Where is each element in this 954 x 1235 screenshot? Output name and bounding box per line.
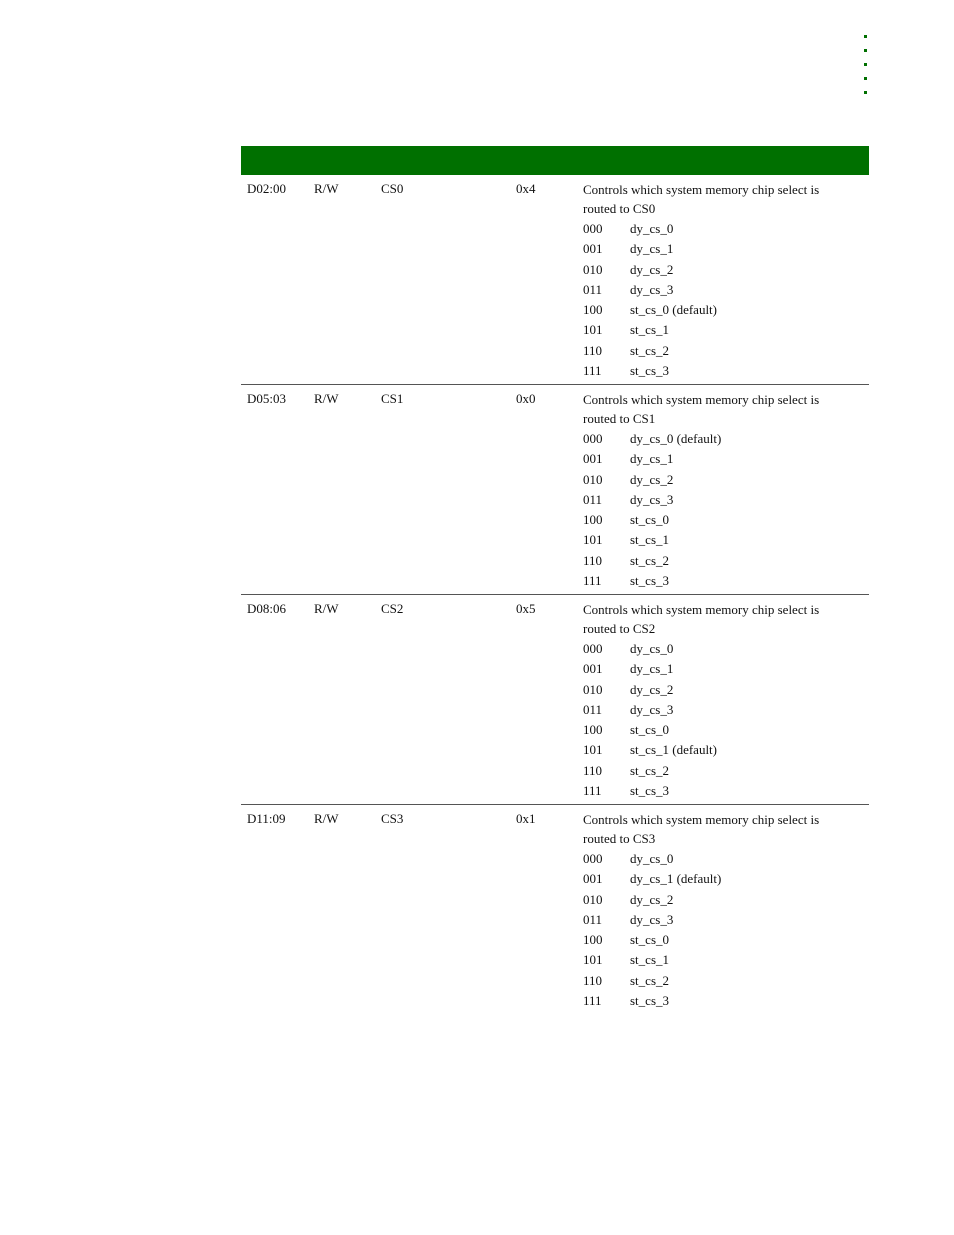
option-code: 100 xyxy=(583,932,603,948)
reset-value-cell: 0x1 xyxy=(516,811,536,826)
option-code: 101 xyxy=(583,532,603,548)
option-code: 101 xyxy=(583,322,603,338)
bits-cell: D05:03 xyxy=(247,391,286,406)
reset-value-cell: 0x0 xyxy=(516,391,536,406)
bits-cell: D11:09 xyxy=(247,811,286,826)
option-item xyxy=(583,260,717,280)
option-value: st_cs_1 xyxy=(630,532,669,548)
option-item xyxy=(583,869,721,889)
option-code: 010 xyxy=(583,681,603,697)
option-item xyxy=(583,219,717,239)
table-row xyxy=(241,175,869,385)
description-cell: Controls which system memory chip select is routed to CS1 xyxy=(583,392,820,426)
option-code: 111 xyxy=(583,783,602,799)
option-item xyxy=(583,639,717,659)
option-item xyxy=(583,320,717,340)
option-item xyxy=(583,890,721,910)
option-item xyxy=(583,991,721,1011)
option-value: dy_cs_1 xyxy=(630,661,674,677)
table-row xyxy=(241,595,869,805)
option-item xyxy=(583,950,721,970)
option-code: 010 xyxy=(583,471,603,487)
table-row xyxy=(241,385,869,595)
option-code: 110 xyxy=(583,342,603,358)
option-value: st_cs_2 xyxy=(630,762,669,778)
access-cell: R/W xyxy=(314,811,339,826)
mnemonic-cell: CS0 xyxy=(381,181,404,196)
option-value: dy_cs_3 xyxy=(630,911,674,927)
option-list xyxy=(583,219,717,381)
option-code: 110 xyxy=(583,762,603,778)
option-code: 100 xyxy=(583,512,603,528)
option-item xyxy=(583,510,721,530)
option-code: 111 xyxy=(583,573,602,589)
option-code: 101 xyxy=(583,952,603,968)
option-value: st_cs_0 xyxy=(630,932,669,948)
option-code: 000 xyxy=(583,851,603,866)
mnemonic-cell: CS3 xyxy=(381,811,404,826)
register-table xyxy=(241,175,869,1015)
option-value: st_cs_0 xyxy=(630,722,669,738)
option-value: dy_cs_3 xyxy=(630,281,674,297)
option-code: 111 xyxy=(583,993,602,1009)
table-header-bar xyxy=(241,146,869,175)
margin-dot xyxy=(864,77,867,80)
option-value: st_cs_1 (default) xyxy=(630,742,718,758)
reset-value-cell: 0x5 xyxy=(516,601,536,616)
option-item xyxy=(583,849,721,869)
option-code: 110 xyxy=(583,552,603,568)
option-value: st_cs_2 xyxy=(630,342,669,358)
option-value: st_cs_2 xyxy=(630,552,669,568)
option-item xyxy=(583,300,717,320)
option-item xyxy=(583,361,717,381)
option-value: st_cs_3 xyxy=(630,573,669,589)
option-list xyxy=(583,429,721,591)
option-code: 011 xyxy=(583,491,603,507)
option-list xyxy=(583,849,721,1011)
margin-dots-decoration xyxy=(864,35,870,105)
option-value: st_cs_3 xyxy=(630,993,669,1009)
option-value: dy_cs_2 xyxy=(630,471,674,487)
option-item xyxy=(583,720,717,740)
option-value: st_cs_1 xyxy=(630,322,669,338)
option-item xyxy=(583,530,721,550)
option-item xyxy=(583,680,717,700)
reset-value-cell: 0x4 xyxy=(516,181,536,196)
option-value: dy_cs_2 xyxy=(630,261,674,277)
margin-dot xyxy=(864,49,867,52)
option-item xyxy=(583,659,717,679)
option-code: 000 xyxy=(583,221,603,236)
option-item xyxy=(583,429,721,449)
option-item xyxy=(583,449,721,469)
option-code: 011 xyxy=(583,281,603,297)
option-code: 100 xyxy=(583,302,603,318)
description-cell: Controls which system memory chip select is routed to CS3 xyxy=(583,812,820,846)
option-code: 010 xyxy=(583,261,603,277)
option-code: 110 xyxy=(583,972,603,988)
option-item xyxy=(583,470,721,490)
option-list xyxy=(583,639,717,801)
access-cell: R/W xyxy=(314,391,339,406)
option-item xyxy=(583,280,717,300)
option-value: dy_cs_1 xyxy=(630,451,674,467)
option-item xyxy=(583,571,721,591)
option-value: st_cs_3 xyxy=(630,363,669,379)
margin-dot xyxy=(864,91,867,94)
option-code: 111 xyxy=(583,363,602,379)
margin-dot xyxy=(864,35,867,38)
option-value: dy_cs_3 xyxy=(630,701,674,717)
option-code: 010 xyxy=(583,891,603,907)
option-item xyxy=(583,910,721,930)
option-value: dy_cs_1 xyxy=(630,241,674,257)
access-cell: R/W xyxy=(314,181,339,196)
option-value: st_cs_0 xyxy=(630,512,669,528)
option-value: dy_cs_2 xyxy=(630,681,674,697)
description-cell: Controls which system memory chip select is routed to CS2 xyxy=(583,602,820,636)
option-item xyxy=(583,761,717,781)
access-cell: R/W xyxy=(314,601,339,616)
option-item xyxy=(583,781,717,801)
margin-dot xyxy=(864,63,867,66)
option-item xyxy=(583,740,717,760)
option-item xyxy=(583,930,721,950)
option-value: dy_cs_0 xyxy=(630,641,674,656)
option-item xyxy=(583,551,721,571)
option-value: st_cs_2 xyxy=(630,972,669,988)
option-item xyxy=(583,700,717,720)
mnemonic-cell: CS2 xyxy=(381,601,404,616)
option-value: dy_cs_0 xyxy=(630,851,674,866)
option-item xyxy=(583,239,717,259)
option-value: st_cs_0 (default) xyxy=(630,302,718,318)
option-value: st_cs_1 xyxy=(630,952,669,968)
option-code: 011 xyxy=(583,701,603,717)
bits-cell: D08:06 xyxy=(247,601,286,616)
option-code: 001 xyxy=(583,241,603,257)
option-item xyxy=(583,341,717,361)
option-value: dy_cs_3 xyxy=(630,491,674,507)
option-code: 000 xyxy=(583,431,603,446)
option-value: dy_cs_0 (default) xyxy=(630,431,722,446)
description-cell: Controls which system memory chip select is routed to CS0 xyxy=(583,182,820,216)
option-value: dy_cs_1 (default) xyxy=(630,871,722,887)
option-value: st_cs_3 xyxy=(630,783,669,799)
option-item xyxy=(583,971,721,991)
option-code: 001 xyxy=(583,661,603,677)
mnemonic-cell: CS1 xyxy=(381,391,404,406)
option-code: 100 xyxy=(583,722,603,738)
bits-cell: D02:00 xyxy=(247,181,286,196)
option-code: 101 xyxy=(583,742,603,758)
option-value: dy_cs_0 xyxy=(630,221,674,236)
option-code: 011 xyxy=(583,911,603,927)
table-row xyxy=(241,805,869,1015)
option-value: dy_cs_2 xyxy=(630,891,674,907)
option-code: 000 xyxy=(583,641,603,656)
option-code: 001 xyxy=(583,871,603,887)
option-code: 001 xyxy=(583,451,603,467)
option-item xyxy=(583,490,721,510)
